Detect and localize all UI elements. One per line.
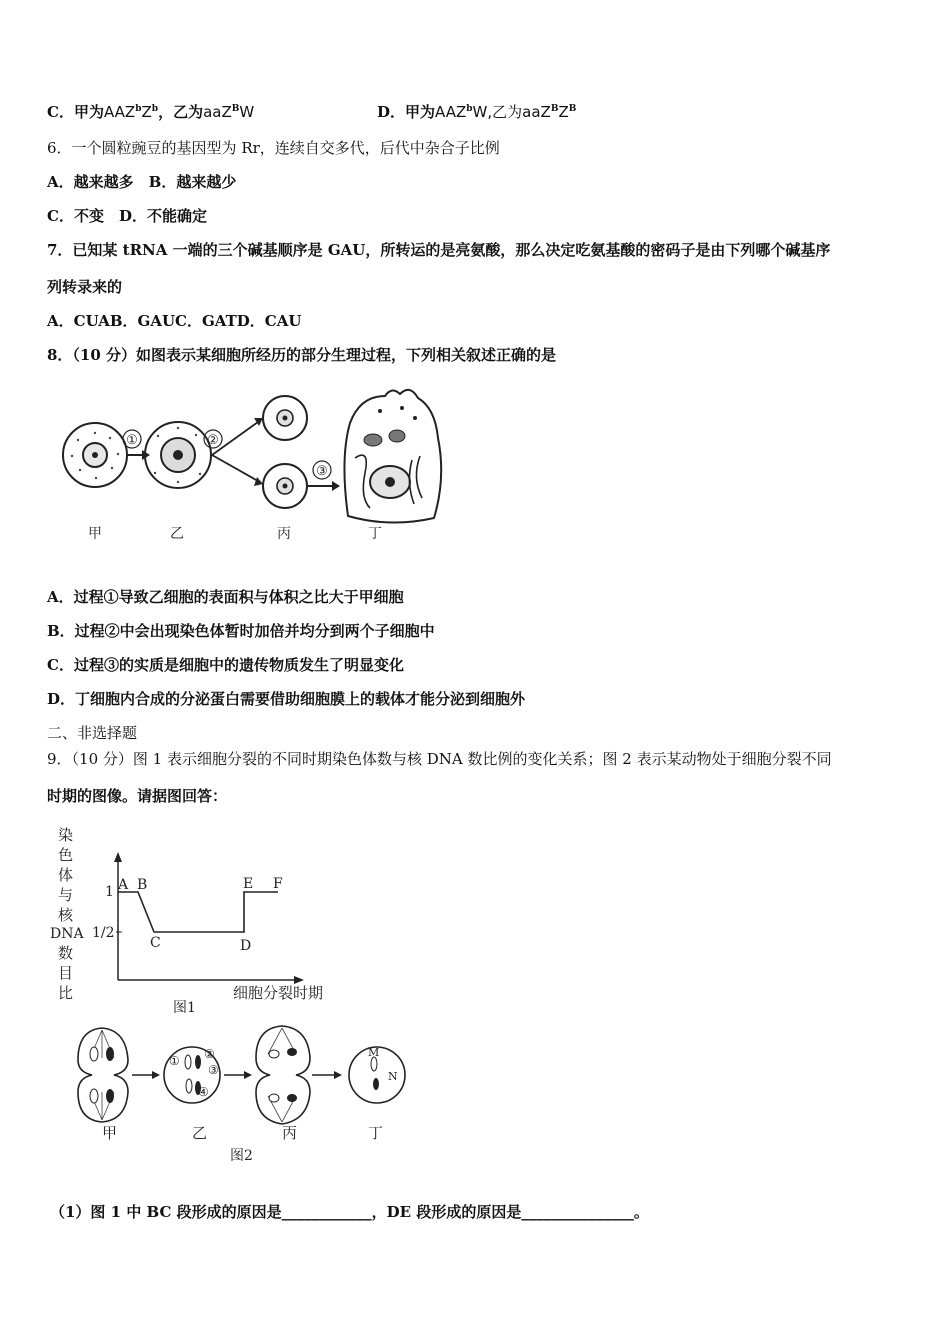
ylabel-char: 比 bbox=[58, 984, 74, 1002]
option-label: D． bbox=[377, 103, 406, 121]
fig1-ylabel bbox=[50, 826, 84, 1002]
cell-jia bbox=[63, 423, 127, 487]
genotype: AAZ bbox=[103, 103, 136, 121]
y-tick-1: 1 bbox=[105, 884, 114, 900]
point-a: A bbox=[118, 877, 129, 893]
text: ，乙为 bbox=[158, 103, 204, 121]
label-yi: 乙 bbox=[170, 526, 184, 542]
step-3: ③ bbox=[316, 464, 328, 479]
genotype: W,乙为 bbox=[472, 103, 523, 121]
fig2-label-bing: 丙 bbox=[282, 1124, 298, 1142]
q7-stem-line1: 7．已知某 tRNA 一端的三个碱基顺序是 GAU，所转运的是亮氨酸，那么决定吃氨基酸的密码子是由下列哪个碱基序 bbox=[47, 241, 831, 259]
mark-2: ② bbox=[204, 1047, 215, 1061]
point-c: C bbox=[150, 935, 161, 951]
ylabel-char: 染 bbox=[58, 826, 74, 844]
mark-3: ③ bbox=[208, 1063, 219, 1077]
superscript: b bbox=[135, 104, 142, 114]
fig2-label-yi: 乙 bbox=[192, 1124, 208, 1142]
ylabel-char: 体 bbox=[58, 866, 74, 884]
q9-stem-line2: 时期的图像。请据图回答： bbox=[47, 787, 228, 805]
ylabel-char: 核 bbox=[58, 906, 74, 924]
q6-options-cd: C．不变 D．不能确定 bbox=[47, 207, 207, 225]
genotype: Z bbox=[558, 103, 569, 121]
ylabel-char: 目 bbox=[58, 964, 74, 982]
q5-option-d bbox=[377, 101, 576, 122]
cell-ding bbox=[344, 390, 441, 523]
q8-option-c: C．过程③的实质是细胞中的遗传物质发生了明显变化 bbox=[47, 656, 404, 674]
genotype: aaZ bbox=[522, 103, 551, 121]
q7-stem-line2: 列转录来的 bbox=[47, 278, 123, 296]
fig2-cell-jia bbox=[78, 1028, 128, 1122]
genotype: aaZ bbox=[203, 103, 232, 121]
q6-options-ab: A．越来越多 B．越来越少 bbox=[47, 173, 237, 191]
y-tick-half: 1/2 bbox=[92, 925, 115, 941]
superscript: b bbox=[151, 104, 159, 114]
text: 甲为 bbox=[73, 103, 104, 121]
text: 甲为 bbox=[405, 103, 436, 121]
fig1-xlabel: 细胞分裂时期 bbox=[233, 984, 324, 1002]
q9-stem-line1: 9．（10 分）图 1 表示细胞分裂的不同时期染色体数与核 DNA 数比例的变化关系；图 2 表示某动物处于细胞分裂不同 bbox=[47, 750, 832, 768]
genotype: AAZ bbox=[435, 103, 467, 121]
section-heading: 二、非选择题 bbox=[47, 724, 138, 742]
label-ding: 丁 bbox=[368, 526, 382, 542]
q8-stem: 8．（10 分）如图表示某细胞所经历的部分生理过程，下列相关叙述正确的是 bbox=[47, 346, 557, 364]
genotype: Z bbox=[141, 103, 152, 121]
q8-option-d: D．丁细胞内合成的分泌蛋白需要借助细胞膜上的载体才能分泌到细胞外 bbox=[47, 690, 526, 708]
q7-options: A．CUAB．GAUC．GATD．CAU bbox=[47, 312, 302, 330]
superscript: B bbox=[568, 104, 577, 114]
step-2: ② bbox=[207, 433, 219, 448]
point-f: F bbox=[273, 876, 283, 892]
q9-fig2-cell-images bbox=[72, 1020, 422, 1170]
ylabel-char: DNA bbox=[50, 926, 84, 942]
mark-n: N bbox=[388, 1070, 398, 1083]
step-1: ① bbox=[126, 433, 138, 448]
ratio-line bbox=[118, 892, 278, 932]
fig2-label-ding: 丁 bbox=[368, 1124, 384, 1142]
mark-m: M bbox=[368, 1046, 380, 1059]
fig2-cell-bing bbox=[256, 1026, 310, 1124]
ylabel-char: 色 bbox=[58, 846, 74, 864]
fig2-cell-yi bbox=[164, 1047, 220, 1103]
option-label: C． bbox=[47, 103, 74, 121]
q6-stem: 6．一个圆粒豌豆的基因型为 Rr，连续自交多代，后代中杂合子比例 bbox=[47, 139, 500, 157]
q9-fig1-line-graph bbox=[48, 822, 358, 1022]
superscript: b bbox=[466, 104, 473, 114]
q9-subquestion-1: （1）图 1 中 BC 段形成的原因是____________，DE 段形成的原因是_______________。 bbox=[50, 1203, 649, 1221]
cell-bing-bottom bbox=[263, 464, 307, 508]
point-d: D bbox=[240, 938, 252, 954]
point-e: E bbox=[243, 876, 254, 892]
q5-option-c bbox=[47, 101, 254, 122]
ylabel-char: 数 bbox=[58, 944, 74, 962]
cell-bing-top bbox=[263, 396, 307, 440]
fig2-cell-ding bbox=[349, 1046, 405, 1103]
mark-4: ④ bbox=[198, 1085, 209, 1099]
genotype: W bbox=[239, 103, 255, 121]
superscript: B bbox=[231, 104, 240, 114]
fig1-caption: 图1 bbox=[173, 1000, 196, 1016]
point-b: B bbox=[137, 877, 148, 893]
q8-option-b: B．过程②中会出现染色体暂时加倍并均分到两个子细胞中 bbox=[47, 622, 435, 640]
label-jia: 甲 bbox=[88, 526, 102, 542]
cell-yi bbox=[145, 422, 211, 488]
ylabel-char: 与 bbox=[58, 886, 74, 904]
label-bing: 丙 bbox=[277, 526, 291, 542]
q8-option-a: A．过程①导致乙细胞的表面积与体积之比大于甲细胞 bbox=[47, 588, 404, 606]
fig2-label-jia: 甲 bbox=[102, 1124, 118, 1142]
superscript: B bbox=[550, 104, 559, 114]
mark-1: ① bbox=[169, 1054, 180, 1068]
fig2-caption: 图2 bbox=[230, 1148, 253, 1164]
q8-cell-process-figure bbox=[50, 378, 450, 548]
